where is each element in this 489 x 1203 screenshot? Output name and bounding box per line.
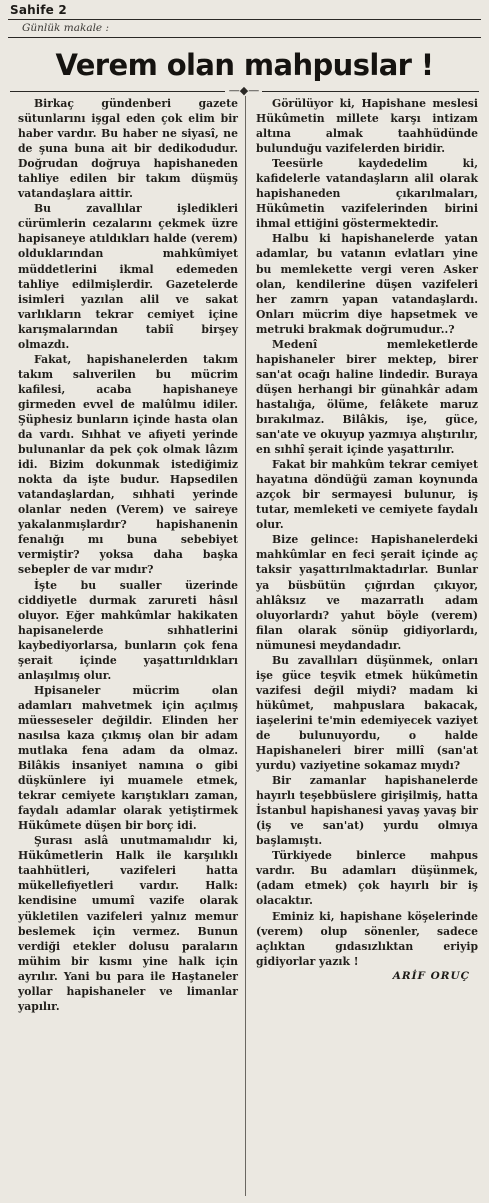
paragraph: Birkaç gündenberi gazete sütunlarını işgal eden çok elim bir haber vardır. Bu haber ne siyasî, ne de şuna buna ait bir dedikodudur. Doğrudan doğruya hapishaneden tahliye edilen bir takım düşmüş vatandaşlara aittir.: [18, 97, 238, 201]
page-header: [0, 0, 489, 40]
title-rule-right: [262, 91, 479, 92]
paragraph: Eminiz ki, hapishane köşelerinde (verem) olup sönenler, sadece açlıktan gıdasızlıktan eriyip gidiyorlar yazık !: [256, 909, 478, 968]
title-rule-left: [10, 91, 225, 92]
paragraph: Bize gelince: Hapishanelerdeki mahkûmlar en feci şerait içinde aç taksir yaşattırılmaktadırlar. Bunlar ya büsbütün çığırdan çıkıyor, ahlâksız ve mazarratlı adam oluyorlardı? yahut böyle (verem) filan olarak sönüp gidiyorlardı, nümunesi meydandadır.: [256, 533, 478, 652]
right-column: [256, 96, 478, 982]
section-label: Günlük makale :: [22, 22, 110, 34]
paragraph: Türkiyede binlerce mahpus vardır. Bu adamları düşünmek, (adam etmek) çok hayırlı bir iş olacaktır.: [256, 849, 478, 908]
paragraph: Hpisaneler mücrim olan adamları mahvetmek için açılmış müesseseler değildir. Elinden her nasılsa kaza çıkmış olan bir adam mutlaka fena adam da olmaz. Bilâkis insaniyet namına o gibi düşkünlere iyi muamele etmek, tekrar cemiyete karıştıkları zaman, faydalı adamlar olarak yetiştirmek Hükûmete düşen bir borç idi.: [18, 683, 238, 833]
paragraph: Şurası aslâ unutmamalıdır ki, Hükûmetlerin Halk ile karşılıklı taahhütleri, vazifeleri hatta mükellefiyetleri vardır. Halk: kendisine umumî vazife olarak yükletilen vazifeleri yalnız memur beslemek için vermez. Bunun verdiği etekler dolusu paraların mühim bir kısmı yine halk için ayrılır. Yani bu para ile Haştaneler yollar hapishaneler ve limanlar yapılır.: [18, 834, 238, 1013]
paragraph: Görülüyor ki, Hapishane meslesi Hükûmetin millete karşı intizam altına almak taahhüdünde bulunduğu vazifelerden biridir.: [256, 97, 478, 156]
title-ornament: —◆—: [228, 84, 260, 97]
paragraph: Bu zavallılar işledikleri cürümlerin cezalarını çekmek üzre hapisaneye atıldıkları halde (verem) olduklarından mahkûmiyet müddetlerini ikmal edemeden tahliye edilmişlerdir. Gazetelerde isimleri yazılan alil ve sakat varlıkların tekrar cemiyet içine karışmalarından tabiî birşey olmazdı.: [18, 202, 238, 351]
column-divider: [245, 96, 246, 1196]
section-rule: [8, 37, 481, 38]
left-column: [18, 96, 238, 1014]
paragraph: Bu zavallıları düşünmek, onları işe güce teşvik etmek hükûmetin vazifesi değil miydi? madam ki hükûmet, mahpuslara bakacak, iaşelerini te'min edemiyecek vaziyet de bulunuyordu, o halde Hapishaneleri birer millî (san'at yurdu) vaziyetine sokamaz mıydı?: [256, 653, 478, 773]
article-title: Verem olan mahpuslar !: [55, 48, 434, 82]
paragraph: İşte bu sualler üzerinde ciddiyetle durmak zarureti hâsıl oluyor. Eğer mahkûmlar hakikaten hapisanelerde sıhhatlerini kaybediyorlarsa, bunların çok fena şerait içinde yaşattırıldıkları anlaşılmış olur.: [18, 578, 238, 682]
author-signature: ARİF ORUÇ: [392, 969, 470, 982]
header-rule: [8, 19, 481, 20]
paragraph: Bir zamanlar hapishanelerde hayırlı teşebbüslere girişilmiş, hatta İstanbul hapishanesi yavaş yavaş bir (iş ve san'at) yurdu olmıya başlamıştı.: [256, 774, 478, 848]
paragraph: Medenî memleketlerde hapishaneler birer mektep, birer san'at ocağı haline lindedir. Buraya düşen herhangi bir günahkâr adam hastalığa, ölüme, felâkete maruz bırakılmaz. Bilâkis, işe, güce, san'ate ve okuyup yazmıya alıştırılır, en sıhhî şerait içinde yaşattırılır.: [256, 337, 478, 457]
paragraph: Fakat bir mahkûm tekrar cemiyet hayatına döndüğü zaman koynunda azçok bir sermayesi bulunur, iş tutar, memleketi ve cemiyete faydalı olur.: [256, 458, 478, 532]
paragraph: Fakat, hapishanelerden takım takım salıverilen bu mücrim kafilesi, acaba hapishaneye girmeden evvel de malûlmu idiler. Şüphesiz bunların içinde hasta olan da vardı. Sıhhat ve afiyeti yerinde bulunanlar da pek çok olmak lâzım idi. Bizim dokunmak istediğimiz nokta da işte budur. Hapsedilen vatandaşlardan, sıhhati yerinde olanlar neden (Verem) ve saireye yakalanmışlardır? hapishanenin fenalığı mı buna sebebiyet vermiştir? yoksa daha başka sebepler de var mıdır?: [18, 352, 238, 577]
paragraph: Halbu ki hapishanelerde yatan adamlar, bu vatanın evlatları yine bu memlekette vergi veren Asker olan, kendilerine düşen vazifeleri her zamrn yapan vatandaşlardı. Onları mücrim diye hapsetmek ve metruki brakmak doğrumudur..?: [256, 232, 478, 336]
page-number-label: Sahife 2: [10, 3, 67, 17]
paragraph: Teesürle kaydedelim ki, kafidelerle vatandaşların alil olarak hapishaneden çıkarılmaları, Hükûmetin vazifelerinden birini ihmal ettiğini göstermektedir.: [256, 157, 478, 231]
